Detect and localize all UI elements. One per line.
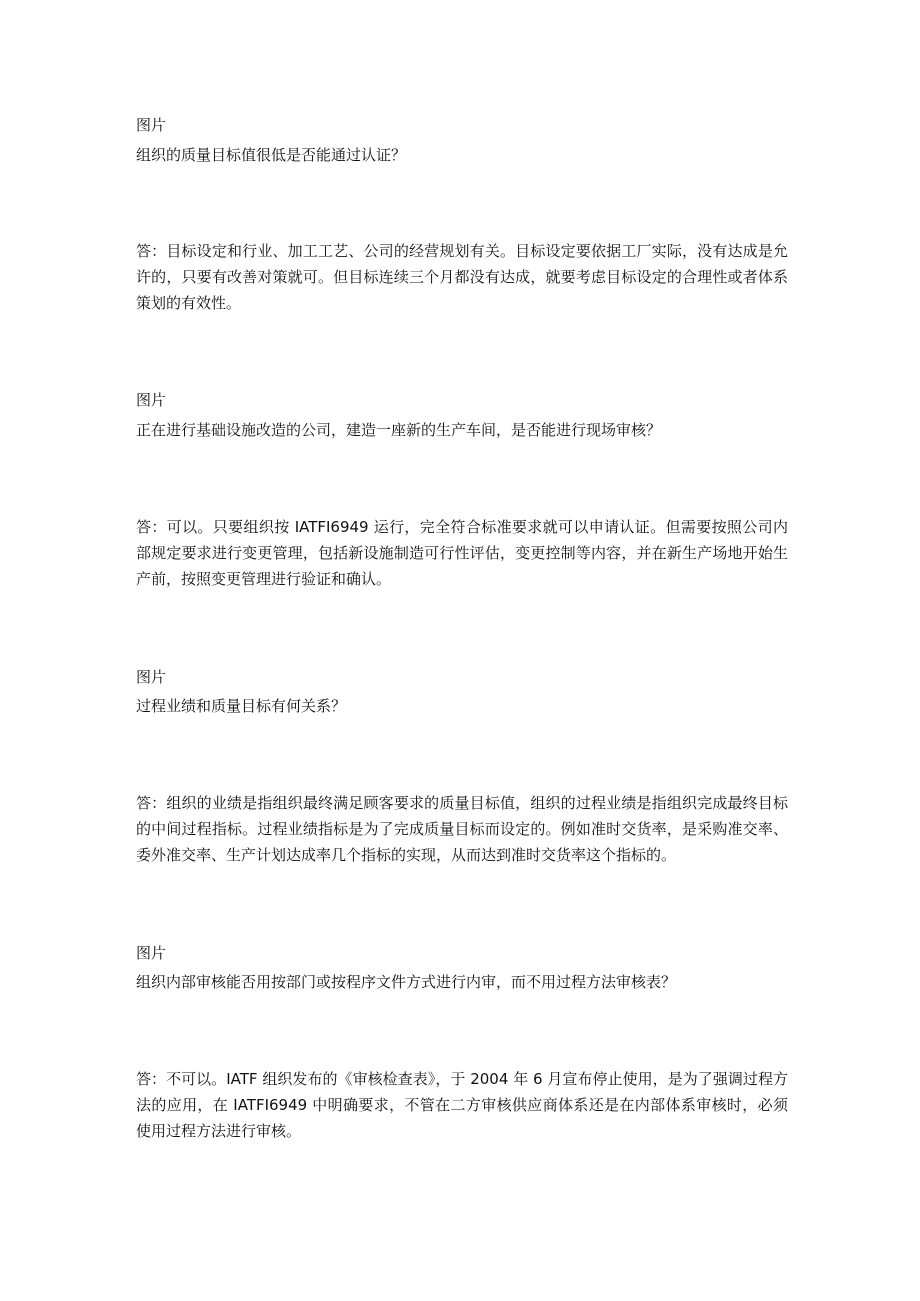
answer-4: 答：不可以。IATF 组织发布的《审核检查表》，于 2004 年 6 月宣布停止使用，是为了强调过程方法的应用，在 IATFI6949 中明确要求，不管在二方审核供应商体系还是在内部体系审核时，必须使用过程方法进行审核。 (136, 1070, 788, 1140)
image-label-1: 图片 (136, 116, 167, 134)
image-label-4: 图片 (136, 944, 167, 962)
question-3: 过程业绩和质量目标有何关系？ (136, 697, 347, 715)
image-label-2: 图片 (136, 391, 167, 409)
question-2: 正在进行基础设施改造的公司，建造一座新的生产车间，是否能进行现场审核？ (136, 421, 662, 439)
answer-2: 答：可以。只要组织按 IATFI6949 运行，完全符合标准要求就可以申请认证。但需要按照公司内部规定要求进行变更管理，包括新设施制造可行性评估，变更控制等内容，并在新生产场地开始生产前，按照变更管理进行验证和确认。 (136, 518, 788, 588)
image-label-3: 图片 (136, 668, 167, 686)
question-4: 组织内部审核能否用按部门或按程序文件方式进行内审，而不用过程方法审核表？ (136, 973, 677, 991)
answer-1: 答：目标设定和行业、加工工艺、公司的经营规划有关。目标设定要依据工厂实际，没有达成是允许的，只要有改善对策就可。但目标连续三个月都没有达成，就要考虑目标设定的合理性或者体系策划的有效性。 (136, 242, 788, 312)
question-1: 组织的质量目标值很低是否能通过认证？ (136, 146, 407, 164)
answer-3: 答：组织的业绩是指组织最终满足顾客要求的质量目标值，组织的过程业绩是指组织完成最终目标的中间过程指标。过程业绩指标是为了完成质量目标而设定的。例如准时交货率，是采购准交率、委外准交率、生产计划达成率几个指标的实现，从而达到准时交货率这个指标的。 (136, 794, 788, 864)
